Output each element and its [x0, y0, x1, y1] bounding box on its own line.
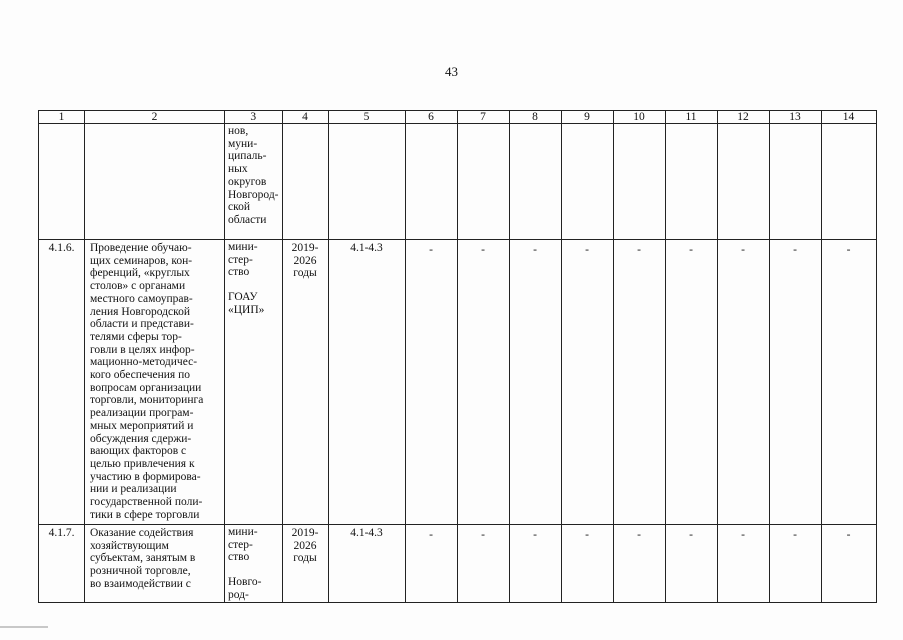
column-number-header: 4	[282, 111, 328, 124]
column-number-header: 7	[457, 111, 509, 124]
value-cell: -	[457, 525, 509, 603]
column-number-header: 8	[509, 111, 561, 124]
value-cell: -	[665, 240, 717, 525]
value-cell: -	[821, 525, 876, 603]
indicators-cell: 4.1-4.3	[328, 240, 405, 525]
executor-cell: мини- стер- ство Новго- род-	[225, 525, 283, 603]
executor-cell-continuation: нов, муни- ципаль- ных округов Новгород- ской области	[225, 124, 283, 240]
table-header-row	[39, 111, 877, 124]
value-cell: -	[613, 525, 665, 603]
table-row-4-1-7	[39, 525, 877, 603]
item-number: 4.1.6.	[39, 240, 85, 525]
value-cell: -	[717, 525, 769, 603]
value-cell: -	[509, 525, 561, 603]
value-cell: -	[665, 525, 717, 603]
column-number-header: 12	[717, 111, 769, 124]
value-cell: -	[717, 240, 769, 525]
value-cell: -	[405, 525, 457, 603]
value-cell: -	[509, 240, 561, 525]
table-row-4-1-6	[39, 240, 877, 525]
value-cell: -	[561, 525, 613, 603]
value-cell: -	[561, 240, 613, 525]
column-number-header: 3	[225, 111, 283, 124]
column-number-header: 2	[85, 111, 225, 124]
page-number: 43	[445, 64, 458, 79]
column-number-header: 11	[665, 111, 717, 124]
value-cell: -	[613, 240, 665, 525]
value-cell: -	[405, 240, 457, 525]
period-cell: 2019- 2026 годы	[282, 240, 328, 525]
column-number-header: 13	[769, 111, 821, 124]
activity-name: Оказание содействия хозяйствующим субъектам, занятым в розничной торговле, во взаимодействии с	[85, 525, 225, 603]
table-row-continuation	[39, 124, 877, 240]
value-cell: -	[821, 240, 876, 525]
period-cell: 2019- 2026 годы	[282, 525, 328, 603]
program-activities-table	[38, 110, 877, 603]
column-number-header: 10	[613, 111, 665, 124]
value-cell: -	[769, 525, 821, 603]
value-cell: -	[769, 240, 821, 525]
column-number-header: 1	[39, 111, 85, 124]
column-number-header: 9	[561, 111, 613, 124]
activity-name: Проведение обучаю- щих семинаров, кон- ференций, «круглых столов» с органами местного самоуправ- ления Новгородской области и представи- телями сферы тор- говли в целях инфор- мационно-методичес- кого обеспечения по вопросам организации торговли, мониторинга реализации програм- мных мероприятий и обсуждения сдержи- вающих факторов с целью привлечения к участию в формирова- нии и реализации государственной поли- тики в сфере торговли	[85, 240, 225, 525]
scan-artifact	[0, 626, 48, 628]
indicators-cell: 4.1-4.3	[328, 525, 405, 603]
column-number-header: 5	[328, 111, 405, 124]
executor-cell: мини- стер- ство ГОАУ «ЦИП»	[225, 240, 283, 525]
value-cell: -	[457, 240, 509, 525]
column-number-header: 14	[821, 111, 876, 124]
item-number: 4.1.7.	[39, 525, 85, 603]
column-number-header: 6	[405, 111, 457, 124]
